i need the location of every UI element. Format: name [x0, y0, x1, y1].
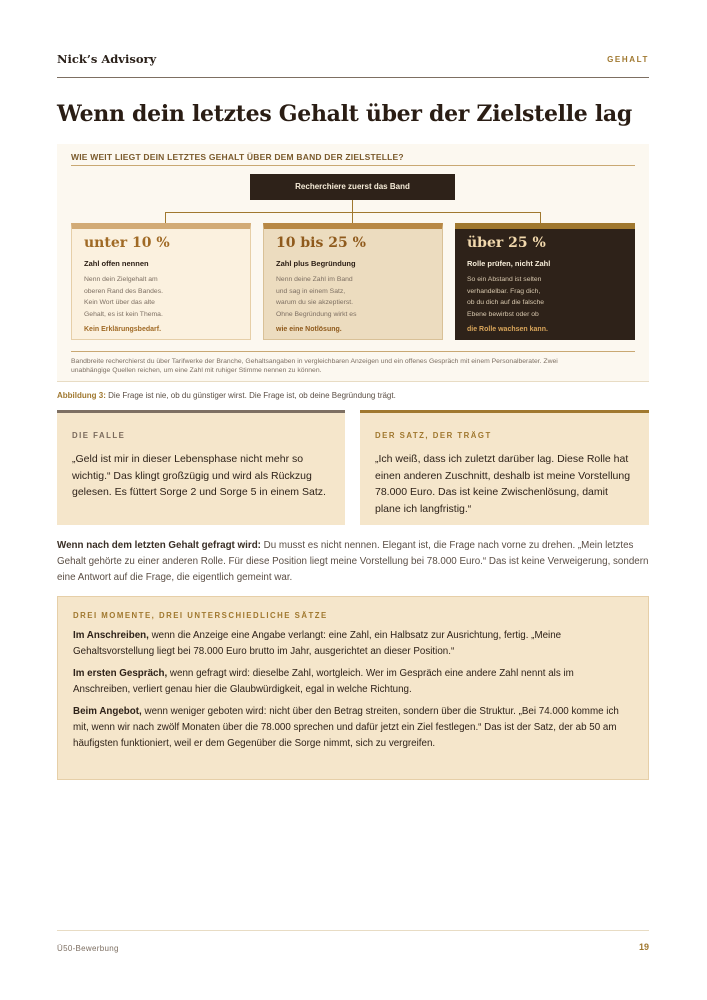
quote-kicker: DIE FALLE [72, 431, 126, 440]
card-subtitle: Rolle prüfen, nicht Zahl [467, 259, 551, 268]
moment-lead: Beim Angebot, [73, 706, 142, 717]
card-body: Nenn dein Zielgehalt am oberen Rand des Bandes. Kein Wort über das alte Gehalt, es ist kein Thema. [84, 276, 163, 318]
root-node: Recherchiere zuerst das Band [250, 174, 455, 200]
moment-item [73, 628, 633, 660]
card-label: 10 bis 25 % [276, 235, 366, 251]
moment-item [73, 666, 633, 698]
figure-heading: WIE WEIT LIEGT DEIN LETZTES GEHALT ÜBER DEM BAND DER ZIELSTELLE? [71, 152, 404, 162]
quote-text: „Ich weiß, dass ich zuletzt darüber lag. Diese Rolle hat einen anderen Zuschnitt, deshalb ist meine Vorstellung 78.000 Euro. Das ist keine Zwischenlösung, damit plane ich langfristig.“ [375, 453, 631, 515]
paragraph-lead: Wenn nach dem letzten Gehalt gefragt wird: [57, 540, 261, 551]
branch-card-10-to-25 [263, 223, 443, 340]
moments-box [57, 596, 649, 780]
card-body: Nenn deine Zahl im Band und sag in einem Satz, warum du sie akzeptierst. Ohne Begründung wirkt es [276, 276, 357, 318]
moment-lead: Im ersten Gespräch, [73, 668, 168, 679]
footer-book-title: Ü50-Bewerbung [57, 944, 119, 953]
figure-note: Bandbreite recherchierst du über Tarifwerke der Branche, Gehaltsangaben in vergleichbaren Anzeigen und ein offenes Gespräch mit einem Personalberater. Zwei unabhängige Quellen reichen, um eine Zahl mit ruhiger Stimme nennen zu können. [71, 358, 558, 374]
branch-card-under-10 [71, 223, 251, 340]
decision-figure [57, 144, 649, 382]
section-label: GEHALT [607, 55, 649, 64]
card-subtitle: Zahl offen nennen [84, 259, 149, 268]
quote-box-sentence [360, 410, 649, 525]
quote-text: „Geld ist mir in dieser Lebensphase nicht mehr so wichtig.“ Das klingt großzügig und wird als Rückzug gelesen. Es füttert Sorge 2 und Sorge 5 in einem Satz. [72, 453, 326, 498]
page-title: Wenn dein letztes Gehalt über der Zielstelle lag [57, 101, 632, 127]
quote-kicker: DER SATZ, DER TRÄGT [375, 431, 492, 440]
card-verdict: wie eine Notlösung. [276, 326, 342, 333]
connector-middle [352, 200, 353, 223]
connector-left [165, 212, 166, 223]
figure-caption [57, 391, 396, 400]
moments-kicker: DREI MOMENTE, DREI UNTERSCHIEDLICHE SÄTZE [73, 611, 328, 620]
caption-label: Abbildung 3: [57, 391, 106, 400]
card-label: unter 10 % [84, 235, 170, 251]
figure-heading-divider [71, 165, 635, 166]
branch-card-over-25 [455, 223, 635, 340]
quote-box-trap [57, 410, 345, 525]
page-number: 19 [638, 942, 649, 952]
card-verdict: Kein Erklärungsbedarf. [84, 326, 162, 333]
connector-bar [165, 212, 541, 213]
moment-text: wenn weniger geboten wird: nicht über den Betrag streiten, sondern über die Struktur. „Bei 74.000 komme ich mit, wenn wir nach zwölf Monaten über die 78.000 sprechen und dafür jetzt ein Ziel festlegen.“ Das ist der Satz, der ab 50 am häufigsten funktioniert, weil er dem Gegenüber die Sorge nimmt, sich zu vergreifen. [73, 706, 619, 749]
moment-text: wenn gefragt wird: dieselbe Zahl, wortgleich. Wer im Gespräch eine andere Zahl nennt als im Anschreiben, verliert genau hier die Glaubwürdigkeit, egal in welche Richtung. [73, 668, 574, 695]
paragraph-text: Du musst es nicht nennen. Elegant ist, die Frage nach vorne zu drehen. „Mein letztes Gehalt gehörte zu einer anderen Rolle. Für diese Position liegt meine Vorstellung bei 78.000 Euro.“ Das ist keine Verweigerung, sondern eine Antwort auf die Frage, die eigentlich gemeint war. [57, 540, 649, 583]
card-verdict: die Rolle wachsen kann. [467, 326, 548, 333]
moment-text: wenn die Anzeige eine Angabe verlangt: eine Zahl, ein Halbsatz zur Ausrichtung, fertig. „Meine Gehaltsvorstellung liegt bei 78.000 Euro brutto im Jahr, ausgerichtet an dieser Position.“ [73, 630, 562, 657]
moment-lead: Im Anschreiben, [73, 630, 149, 641]
caption-text: Die Frage ist nie, ob du günstiger wirst. Die Frage ist, ob deine Begründung trägt. [105, 391, 396, 400]
footer-divider [57, 930, 649, 931]
connector-right [540, 212, 541, 223]
body-paragraph [57, 538, 653, 586]
figure-note-divider [71, 351, 635, 352]
card-body: So ein Abstand ist selten verhandelbar. Frag dich, ob du dich auf die falsche Ebene bewirbst oder ob [467, 276, 545, 318]
header-divider [57, 77, 649, 78]
card-label: über 25 % [467, 235, 546, 251]
moment-item [73, 704, 633, 752]
card-subtitle: Zahl plus Begründung [276, 259, 356, 268]
brand-name: Nick’s Advisory [57, 52, 157, 66]
